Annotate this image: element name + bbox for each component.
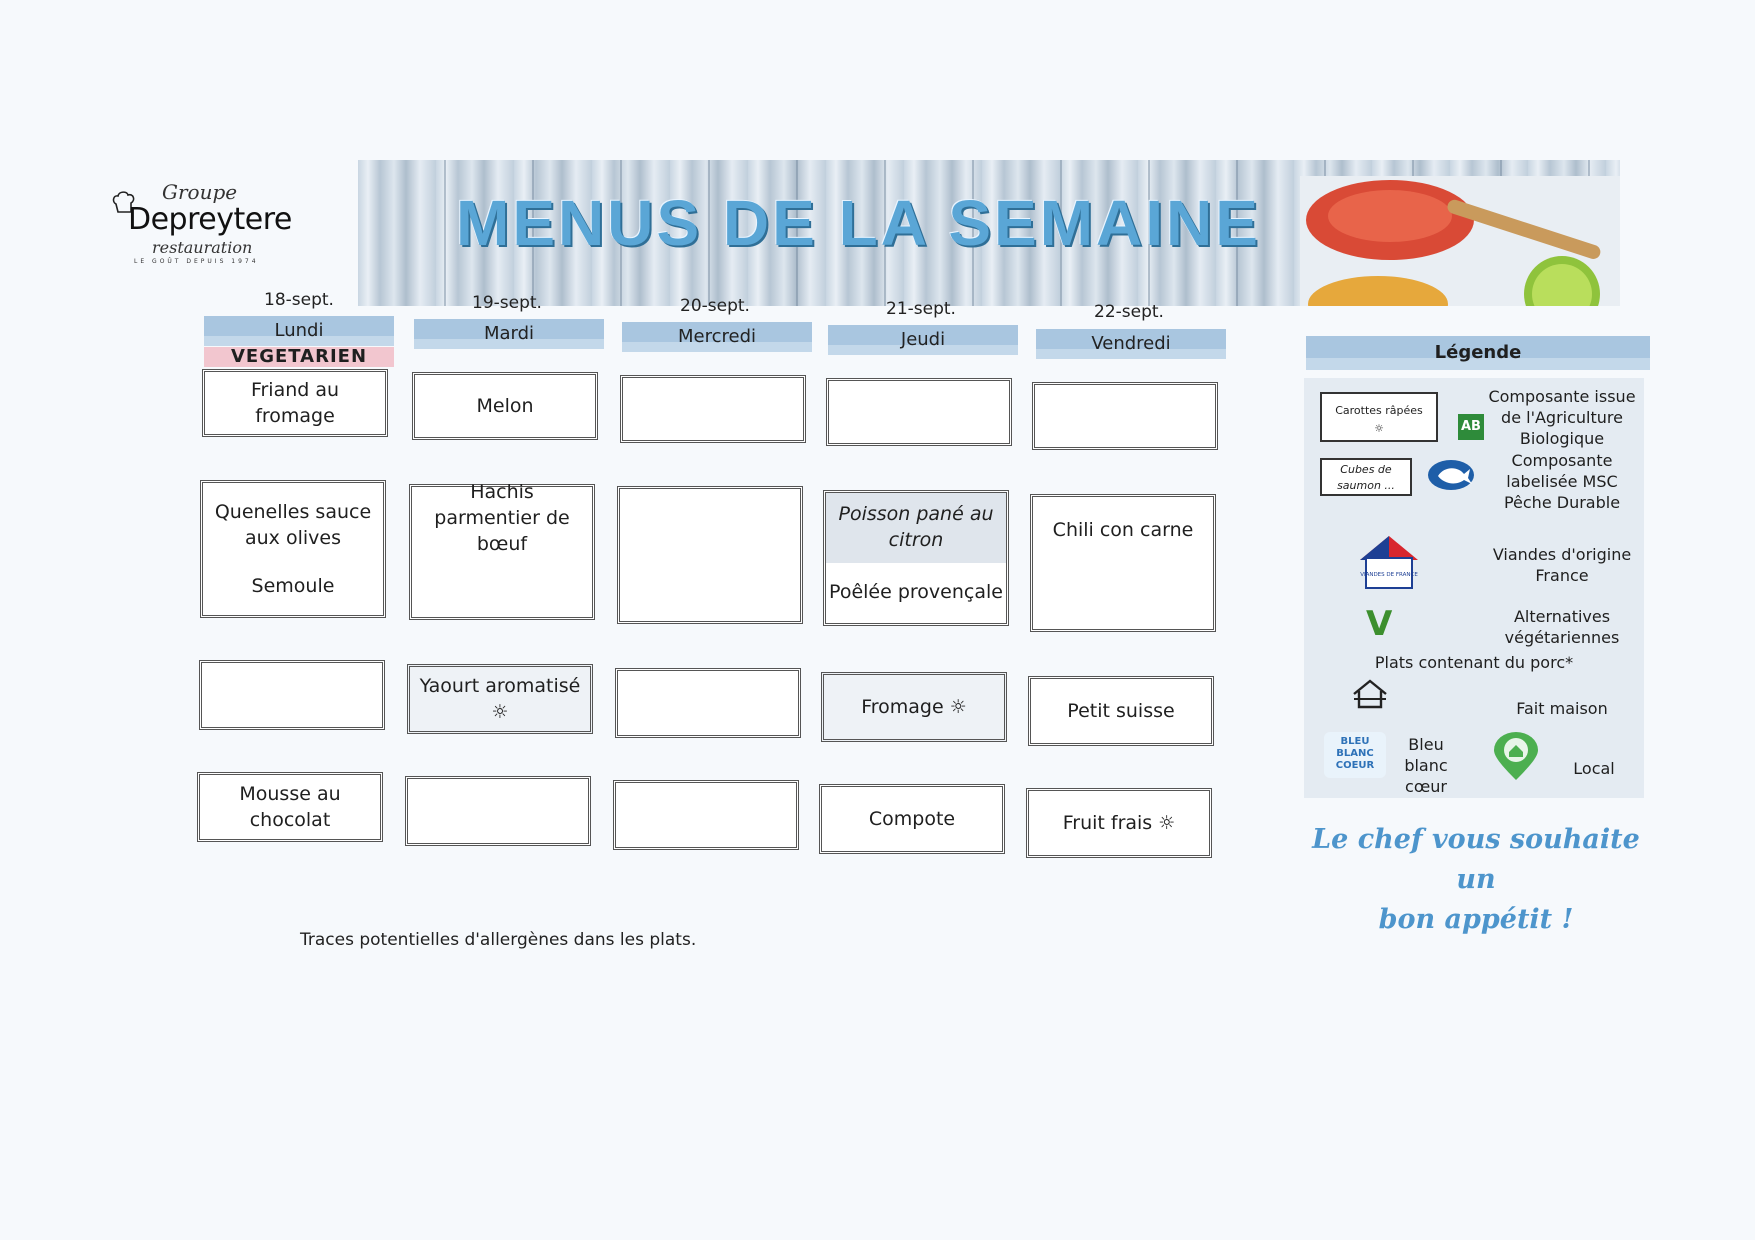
legend-bio-sample: Carottes râpées ☼	[1320, 392, 1438, 442]
starter-vendredi	[1032, 382, 1218, 450]
dairy-vendredi: Petit suisse	[1028, 676, 1214, 746]
logo-brand: Depreytere	[128, 202, 292, 237]
dairy-mardi: Yaourt aromatisé ☼	[407, 664, 593, 734]
company-logo	[112, 180, 312, 270]
legend-msc-sample: Cubes de saumon ...	[1320, 458, 1412, 496]
main-lundi: Quenelles sauce aux olives Semoule	[200, 480, 386, 618]
dessert-mercredi	[613, 780, 799, 850]
day-header-jeudi: Jeudi	[828, 325, 1018, 355]
vegetarian-leaf-icon: V	[1366, 604, 1393, 644]
day-header-mardi: Mardi	[414, 319, 604, 349]
dairy-mercredi	[615, 668, 801, 738]
logo-script: Groupe	[162, 180, 238, 204]
vegetarian-day-label: VEGETARIEN	[204, 347, 394, 367]
banner-title: MENUS DE LA SEMAINE	[456, 187, 1261, 259]
date-vendredi: 22-sept.	[1094, 302, 1164, 322]
logo-sub: restauration	[152, 238, 253, 257]
food-illustration	[1300, 176, 1620, 306]
main-jeudi: Poisson pané au citron Poêlée provençale	[823, 490, 1009, 626]
legend-panel	[1304, 378, 1644, 798]
organic-ab-icon: AB	[1458, 414, 1484, 440]
date-mardi: 19-sept.	[472, 293, 542, 313]
starter-mardi: Melon	[412, 372, 598, 440]
dessert-lundi: Mousse au chocolat	[197, 772, 383, 842]
house-icon	[1350, 678, 1390, 710]
date-mercredi: 20-sept.	[680, 296, 750, 316]
legend-house-text: Fait maison	[1516, 699, 1608, 718]
dairy-lundi	[199, 660, 385, 730]
legend-vf-text: Viandes d'origine France	[1492, 545, 1632, 585]
food-photo	[1300, 176, 1620, 306]
starter-mercredi	[620, 375, 806, 443]
dessert-mardi	[405, 776, 591, 846]
legend-msc-text: Composante labelisée MSC Pêche Durable	[1503, 451, 1621, 512]
main-vendredi: Chili con carne	[1030, 494, 1216, 632]
dairy-jeudi: Fromage ☼	[821, 672, 1007, 742]
legend-header: Légende	[1306, 336, 1650, 370]
banner	[358, 160, 1620, 306]
day-header-vendredi: Vendredi	[1036, 329, 1226, 359]
viandes-de-france-icon	[1354, 532, 1424, 592]
legend-bbc-text: Bleu blanc cœur	[1404, 735, 1448, 796]
date-lundi: 18-sept.	[264, 290, 334, 310]
logo-tagline: LE GOÛT DEPUIS 1974	[134, 258, 259, 265]
starter-jeudi	[826, 378, 1012, 446]
msc-fish-icon	[1426, 458, 1476, 492]
legend-local-text: Local	[1573, 759, 1615, 778]
allergen-note: Traces potentielles d'allergènes dans les plats.	[300, 930, 697, 950]
local-pin-icon	[1490, 732, 1542, 782]
legend-veg-text: Alternatives végétariennes	[1504, 607, 1620, 647]
starter-lundi: Friand au fromage	[202, 369, 388, 437]
legend-pork-text: Plats contenant du porc*	[1374, 653, 1574, 672]
main-mardi: Hachis parmentier de bœuf	[409, 484, 595, 620]
chef-message: Le chef vous souhaite un bon appétit !	[1312, 824, 1640, 935]
dessert-vendredi: Fruit frais ☼	[1026, 788, 1212, 858]
svg-text:VIANDES DE FRANCE: VIANDES DE FRANCE	[1360, 572, 1418, 578]
date-jeudi: 21-sept.	[886, 299, 956, 319]
legend-bio-text: Composante issue de l'Agriculture Biologique	[1488, 387, 1636, 448]
day-header-lundi: Lundi	[204, 316, 394, 346]
day-header-mercredi: Mercredi	[622, 322, 812, 352]
main-mercredi	[617, 486, 803, 624]
dessert-jeudi: Compote	[819, 784, 1005, 854]
bleu-blanc-coeur-icon: BLEU BLANC COEUR	[1324, 732, 1386, 778]
